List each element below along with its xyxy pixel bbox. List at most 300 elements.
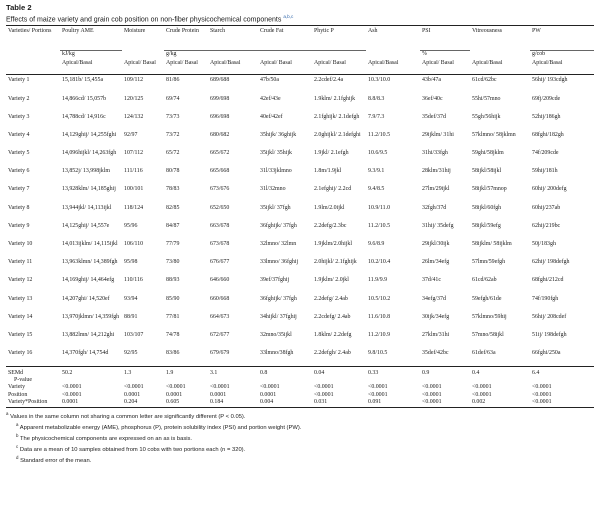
table-cell: [420, 130, 470, 148]
caption-text: Effects of maize variety and grain cob position on non-fiber physicochemical components: [6, 16, 282, 24]
pvalue-row: [6, 384, 594, 391]
table-cell: [60, 75, 122, 94]
cell-value: 9.6/8.9: [368, 241, 385, 248]
row-label: Variety 1: [8, 77, 30, 84]
table-cell: [530, 148, 594, 166]
cell-value: 40ef/42ef: [260, 113, 283, 120]
cell-value: 10.3/10.0: [368, 77, 391, 84]
table-cell: [164, 130, 208, 148]
empty-cell: [312, 377, 366, 384]
cell-value: 1.9lm/2.0ijkl: [314, 204, 345, 211]
cell-value: 14,169ghij/ 14,464efg: [62, 277, 115, 284]
footnote-text: The physicochemical components are expressed on an as is basis.: [19, 435, 193, 442]
cell-value: 35ijkl/ 35hijk: [260, 150, 292, 157]
cell-value: 32lmno/ 32lmn: [260, 241, 297, 248]
column-subheader: [6, 60, 60, 75]
empty-cell: [122, 377, 164, 384]
cell-value: 1.9jkl/ 2.1efgh: [314, 150, 349, 157]
table-row: [6, 184, 594, 202]
column-header: [366, 26, 420, 51]
table-cell: [420, 75, 470, 94]
cell-value: 33lmno/ 36fghij: [260, 259, 299, 266]
cell-value: 14,125ghij/ 14,557e: [62, 222, 110, 229]
column-header: [530, 26, 594, 51]
table-cell: [530, 275, 594, 293]
cell-value: 2.2defg/ 2.4ab: [314, 295, 348, 302]
cell-value: 58ijkl/58ijkl: [472, 168, 502, 175]
table-cell: [470, 75, 530, 94]
table-cell: [366, 312, 420, 330]
table-cell: [470, 239, 530, 257]
table-cell: [366, 294, 420, 312]
unit-protein: g/kg: [164, 51, 366, 61]
table-row: [6, 166, 594, 184]
table-cell: [312, 166, 366, 184]
column-header-text: Phytic P: [314, 28, 334, 35]
pvalue-cell: <0.0001: [422, 391, 442, 398]
column-subheader-text: Apical/ Basal: [166, 60, 198, 67]
table-cell: [122, 130, 164, 148]
cell-value: 58ijkl/59efg: [472, 222, 501, 229]
table-cell: [258, 239, 312, 257]
table-row: [6, 130, 594, 148]
cell-value: 2.0hijkl/ 2.1fghijk: [314, 259, 357, 266]
row-label: Variety 14: [8, 313, 33, 320]
table-cell: [122, 330, 164, 348]
sem-cell: 3.1: [208, 367, 258, 378]
cell-value: 95/98: [124, 259, 138, 266]
cell-value: 93/94: [124, 295, 138, 302]
cell-value: 42ef/43e: [260, 95, 281, 102]
table-cell: [208, 221, 258, 239]
pvalue-row: [6, 392, 594, 399]
cell-value: 55hi/57mno: [472, 95, 501, 102]
table-cell: [530, 348, 594, 367]
column-header-text: Vitreousness: [472, 28, 503, 35]
cell-value: 13,963klmn/ 14,389fgh: [62, 259, 118, 266]
cell-value: 8.8/8.3: [368, 95, 385, 102]
table-caption: [6, 12, 594, 24]
table-cell: [208, 257, 258, 275]
table-cell: [420, 275, 470, 293]
table-cell: [122, 203, 164, 221]
unit-pw: g/cob: [530, 51, 594, 61]
column-subheader-text: Apical/ Basal: [422, 60, 454, 67]
column-header: [470, 26, 530, 51]
table-cell: [312, 130, 366, 148]
table-cell: [208, 75, 258, 94]
cell-value: 59ghi/58jklm: [472, 150, 504, 157]
table-cell: [470, 148, 530, 166]
cell-value: 65/72: [166, 150, 180, 157]
table-cell: [208, 239, 258, 257]
table-cell: [420, 203, 470, 221]
table-cell: [258, 75, 312, 94]
cell-value: 31l/32mno: [260, 186, 286, 193]
cell-value: 36fghijk/ 37fgh: [260, 295, 297, 302]
cell-value: 58ijkl/57mnop: [472, 186, 507, 193]
column-header-text: Poultry AME: [62, 28, 94, 35]
table-cell: [60, 348, 122, 367]
table-cell: [420, 221, 470, 239]
cell-value: 39ef/37fghij: [260, 277, 290, 284]
cell-value: 2.2defg/2.3bc: [314, 222, 347, 229]
table-cell: [164, 275, 208, 293]
table-cell: [366, 75, 420, 94]
empty-cell: [208, 377, 258, 384]
cell-value: 56hij/ 193cdgh: [532, 77, 568, 84]
cell-value: 118/124: [124, 204, 144, 211]
table-row: [6, 112, 594, 130]
cell-value: 88/93: [166, 277, 180, 284]
row-label: Variety 6: [8, 168, 30, 175]
table-cell: [420, 94, 470, 112]
pvalue-cell: <0.0001: [472, 391, 492, 398]
cell-value: 664/673: [210, 313, 230, 320]
row-label: Variety 12: [8, 277, 33, 284]
table-cell: [258, 148, 312, 166]
table-cell: [164, 112, 208, 130]
table-cell: [60, 294, 122, 312]
cell-value: 13,852j/ 13,998jklm: [62, 168, 110, 175]
table-cell: [366, 330, 420, 348]
empty-cell: [60, 377, 122, 384]
subheader-row: [6, 60, 594, 75]
column-subheader-text: Apical/Basal: [210, 60, 241, 67]
cell-value: 84/87: [166, 222, 180, 229]
table-cell: [164, 184, 208, 202]
cell-value: 83/86: [166, 350, 180, 357]
cell-value: 109/112: [124, 77, 144, 84]
table-cell: [470, 130, 530, 148]
cell-value: 111/116: [124, 168, 143, 175]
cell-value: 107/112: [124, 150, 144, 157]
cell-value: 61cd/62ab: [472, 277, 497, 284]
footnotes: [6, 410, 594, 465]
table-cell: [60, 221, 122, 239]
sem-label: SEMd: [6, 367, 60, 378]
table-cell: [420, 312, 470, 330]
row-label: Variety 2: [8, 95, 30, 102]
cell-value: 14,096hijkl/ 14,263fgh: [62, 150, 117, 157]
table-row: [6, 348, 594, 367]
pvalue-cell: <0.0001: [210, 384, 230, 391]
column-subheader-text: Apical/Basal: [532, 60, 563, 67]
table-cell: [312, 184, 366, 202]
pvalue-row-label: Position: [8, 391, 28, 398]
table-cell: [60, 312, 122, 330]
cell-value: 32fgh/37d: [422, 204, 447, 211]
pvalue-cell: <0.0001: [314, 384, 334, 391]
table-cell: [470, 112, 530, 130]
table-cell: [122, 257, 164, 275]
table-cell: [164, 148, 208, 166]
row-label: Variety 9: [8, 222, 30, 229]
table-cell: [122, 148, 164, 166]
cell-value: 2.1efghij/ 2.2cd: [314, 186, 352, 193]
cell-value: 10.9/11.0: [368, 204, 391, 211]
table-cell: [208, 348, 258, 367]
table-cell: [208, 112, 258, 130]
cell-value: 663/678: [210, 222, 230, 229]
cell-value: 29ijklm/ 31hi: [422, 131, 454, 138]
cell-value: 2.2cdef/2.4a: [314, 77, 344, 84]
table-cell: [470, 330, 530, 348]
cell-value: 31hi/33fgh: [422, 150, 448, 157]
column-header: [122, 26, 164, 51]
header-row: [6, 26, 594, 51]
table-cell: [208, 130, 258, 148]
table-cell: [420, 348, 470, 367]
table-cell: [530, 203, 594, 221]
cell-value: 36fghijk/ 37fgh: [260, 222, 297, 229]
cell-value: 689/688: [210, 77, 230, 84]
pvalue-cell: <0.0001: [532, 384, 552, 391]
cell-value: 665/672: [210, 150, 230, 157]
table-cell: [366, 239, 420, 257]
cell-value: 36ef/40c: [422, 95, 443, 102]
table-cell: [60, 184, 122, 202]
row-label: Variety 4: [8, 131, 30, 138]
cell-value: 120/125: [124, 95, 144, 102]
sem-cell: 50.2: [60, 367, 122, 378]
cell-value: 10.6/9.5: [368, 150, 388, 157]
column-subheader-text: Apical/ Basal: [314, 60, 346, 67]
pvalue-cell: <0.0001: [422, 384, 442, 391]
table-cell: [258, 130, 312, 148]
cell-value: 13,970jklmn/ 14,359fgh: [62, 313, 120, 320]
sem-cell: 0.8: [258, 367, 312, 378]
table-cell: [470, 166, 530, 184]
table-cell: [470, 275, 530, 293]
column-subheader: [164, 60, 208, 75]
pvalue-cell: <0.0001: [530, 399, 594, 407]
cell-value: 78/83: [166, 186, 180, 193]
column-header: [164, 26, 208, 51]
table-cell: [366, 94, 420, 112]
table-cell: [164, 239, 208, 257]
pvalue-cell: <0.0001: [260, 384, 280, 391]
column-header: [258, 26, 312, 51]
cell-value: 1.9jklm/2.0hijkl: [314, 241, 352, 248]
table-cell: [122, 166, 164, 184]
cell-value: 10.5/10.2: [368, 295, 391, 302]
table-cell: [366, 257, 420, 275]
pvalue-cell: <0.0001: [124, 384, 144, 391]
cell-value: 11.2/10.5: [368, 222, 391, 229]
pvalue-cell: <0.0001: [62, 384, 82, 391]
table-cell: [122, 75, 164, 94]
cell-value: 28klm/31hij: [422, 168, 451, 175]
row-label: Variety 3: [8, 113, 30, 120]
table-cell: [420, 148, 470, 166]
column-header: [420, 26, 470, 51]
cell-value: 9.8/10.5: [368, 350, 388, 357]
table-cell: [60, 112, 122, 130]
table-cell: [366, 348, 420, 367]
cell-value: 51ij/ 198defgh: [532, 331, 567, 338]
table-cell: [530, 112, 594, 130]
table-cell: [420, 184, 470, 202]
pvalue-cell: <0.0001: [314, 391, 334, 398]
cell-value: 33lmno/38fgh: [260, 350, 294, 357]
unit-psi: %: [420, 51, 470, 61]
table-cell: [164, 94, 208, 112]
cell-value: 1.8m/1.9jkl: [314, 168, 342, 175]
column-header-text: Starch: [210, 28, 226, 35]
cell-value: 11.2/10.9: [368, 331, 391, 338]
table-cell: [366, 184, 420, 202]
footnote-text: Values in the same column not sharing a common letter are significantly different (P < 0.05).: [10, 413, 246, 420]
cell-value: 13,882lmn/ 14,212ghi: [62, 331, 115, 338]
table-cell: [164, 330, 208, 348]
cell-value: 56hij/ 208cdef: [532, 313, 567, 320]
caption-notes[interactable]: a,b,c: [283, 14, 294, 19]
cell-value: 80/78: [166, 168, 180, 175]
cell-value: 73/73: [166, 113, 180, 120]
table-cell: [420, 294, 470, 312]
cell-value: 1.9klm/ 2.1fghijk: [314, 95, 356, 102]
table-cell: [122, 312, 164, 330]
column-subheader: [366, 60, 420, 75]
table-row: [6, 203, 594, 221]
table-cell: [258, 348, 312, 367]
cell-value: 50j/183gh: [532, 241, 556, 248]
column-header-text: PSI: [422, 28, 431, 35]
table-cell: [60, 203, 122, 221]
table-cell: [530, 166, 594, 184]
pvalue-cell: 0.031: [312, 399, 366, 407]
table-cell: [164, 203, 208, 221]
cell-value: 2.2cdefg/ 2.4ab: [314, 313, 351, 320]
cell-value: 673/678: [210, 241, 230, 248]
table-cell: [60, 148, 122, 166]
empty-cell: [164, 377, 208, 384]
cell-value: 57lmn/59efgh: [472, 259, 506, 266]
cell-value: 10.2/10.4: [368, 259, 391, 266]
column-subheader-text: Apical/ Basal: [260, 60, 292, 67]
cell-value: 15,181b/ 15,455a: [62, 77, 104, 84]
footnote: [6, 443, 594, 454]
table-cell: [258, 221, 312, 239]
pvalue-cell: 0.605: [164, 399, 208, 407]
table-cell: [470, 184, 530, 202]
cell-value: 14,129ghij/ 14,255fghi: [62, 131, 117, 138]
column-subheader: [312, 60, 366, 75]
cell-value: 680/682: [210, 131, 230, 138]
row-label: Variety 5: [8, 150, 30, 157]
footnote: [6, 432, 594, 443]
table-cell: [122, 275, 164, 293]
table-row: [6, 312, 594, 330]
cell-value: 673/676: [210, 186, 230, 193]
cell-value: 26lm/34efg: [422, 259, 450, 266]
column-header: [6, 26, 60, 51]
table-cell: [530, 94, 594, 112]
table-cell: [312, 94, 366, 112]
cell-value: 61def/63a: [472, 350, 496, 357]
footnote-mark: d: [16, 454, 19, 460]
table-cell: [208, 275, 258, 293]
table-cell: [60, 239, 122, 257]
table-cell: [312, 75, 366, 94]
table-cell: [312, 330, 366, 348]
table-row: [6, 148, 594, 166]
table-cell: [530, 257, 594, 275]
row-label: Variety 15: [8, 331, 33, 338]
cell-value: 57klmno/ 58jklmn: [472, 131, 516, 138]
cell-value: 77/81: [166, 313, 180, 320]
footnote-text: Apparent metabolizable energy (AME), phosphorus (P), protein solubility index (PSI) and portion weight (PW).: [19, 424, 302, 431]
table-cell: [122, 294, 164, 312]
column-header-text: Crude Protein: [166, 28, 199, 35]
table-cell: [420, 112, 470, 130]
cell-value: 68fghi/212cd: [532, 277, 564, 284]
cell-value: 665/668: [210, 168, 230, 175]
cell-value: 62hij/ 198defgh: [532, 259, 570, 266]
table-cell: [530, 75, 594, 94]
cell-value: 35def/37d: [422, 113, 446, 120]
pvalue-cell: 0.002: [470, 399, 530, 407]
table-cell: [122, 112, 164, 130]
row-label: Variety 16: [8, 350, 33, 357]
footnote: [6, 454, 594, 465]
cell-value: 55gh/56hijk: [472, 113, 501, 120]
table-row: [6, 221, 594, 239]
table-cell: [258, 184, 312, 202]
cell-value: 676/677: [210, 259, 230, 266]
table-cell: [420, 330, 470, 348]
table-row: [6, 239, 594, 257]
sem-cell: 1.3: [122, 367, 164, 378]
footnote: [6, 421, 594, 432]
pvalue-cell: <0.0001: [368, 384, 388, 391]
table-cell: [60, 330, 122, 348]
table-cell: [258, 275, 312, 293]
pvalue-cell: 0.0001: [166, 391, 183, 398]
table-cell: [312, 275, 366, 293]
pvalue-cell: 0.0001: [210, 391, 227, 398]
units-row: [6, 51, 594, 61]
footnote-text: Standard error of the mean.: [20, 457, 92, 464]
column-subheader-text: Apical/Basal: [368, 60, 399, 67]
cell-value: 68fghi/182gh: [532, 131, 564, 138]
cell-value: 14,370fgh/ 14,754d: [62, 350, 109, 357]
table-cell: [208, 312, 258, 330]
table-cell: [164, 294, 208, 312]
column-subheader: [208, 60, 258, 75]
cell-value: 32mno/35ijkl: [260, 331, 292, 338]
cell-value: 29ijkl/30ijk: [422, 241, 450, 248]
table-cell: [530, 294, 594, 312]
cell-value: 31l/33jklmno: [260, 168, 292, 175]
table-cell: [312, 294, 366, 312]
pvalue-cell: 0.0001: [124, 391, 141, 398]
cell-value: 57klmno/59hij: [472, 313, 507, 320]
table-cell: [366, 112, 420, 130]
table-cell: [366, 166, 420, 184]
pvalue-cell: 0.091: [366, 399, 420, 407]
column-header: [312, 26, 366, 51]
sem-row: [6, 367, 594, 378]
column-header-text: Moisture: [124, 28, 146, 35]
pvalue-label-row: [6, 377, 594, 384]
cell-value: 672/677: [210, 331, 230, 338]
pvalue-cell: 0.204: [122, 399, 164, 407]
table-row: [6, 257, 594, 275]
table-label: Table 2: [6, 3, 32, 12]
table-cell: [470, 257, 530, 275]
